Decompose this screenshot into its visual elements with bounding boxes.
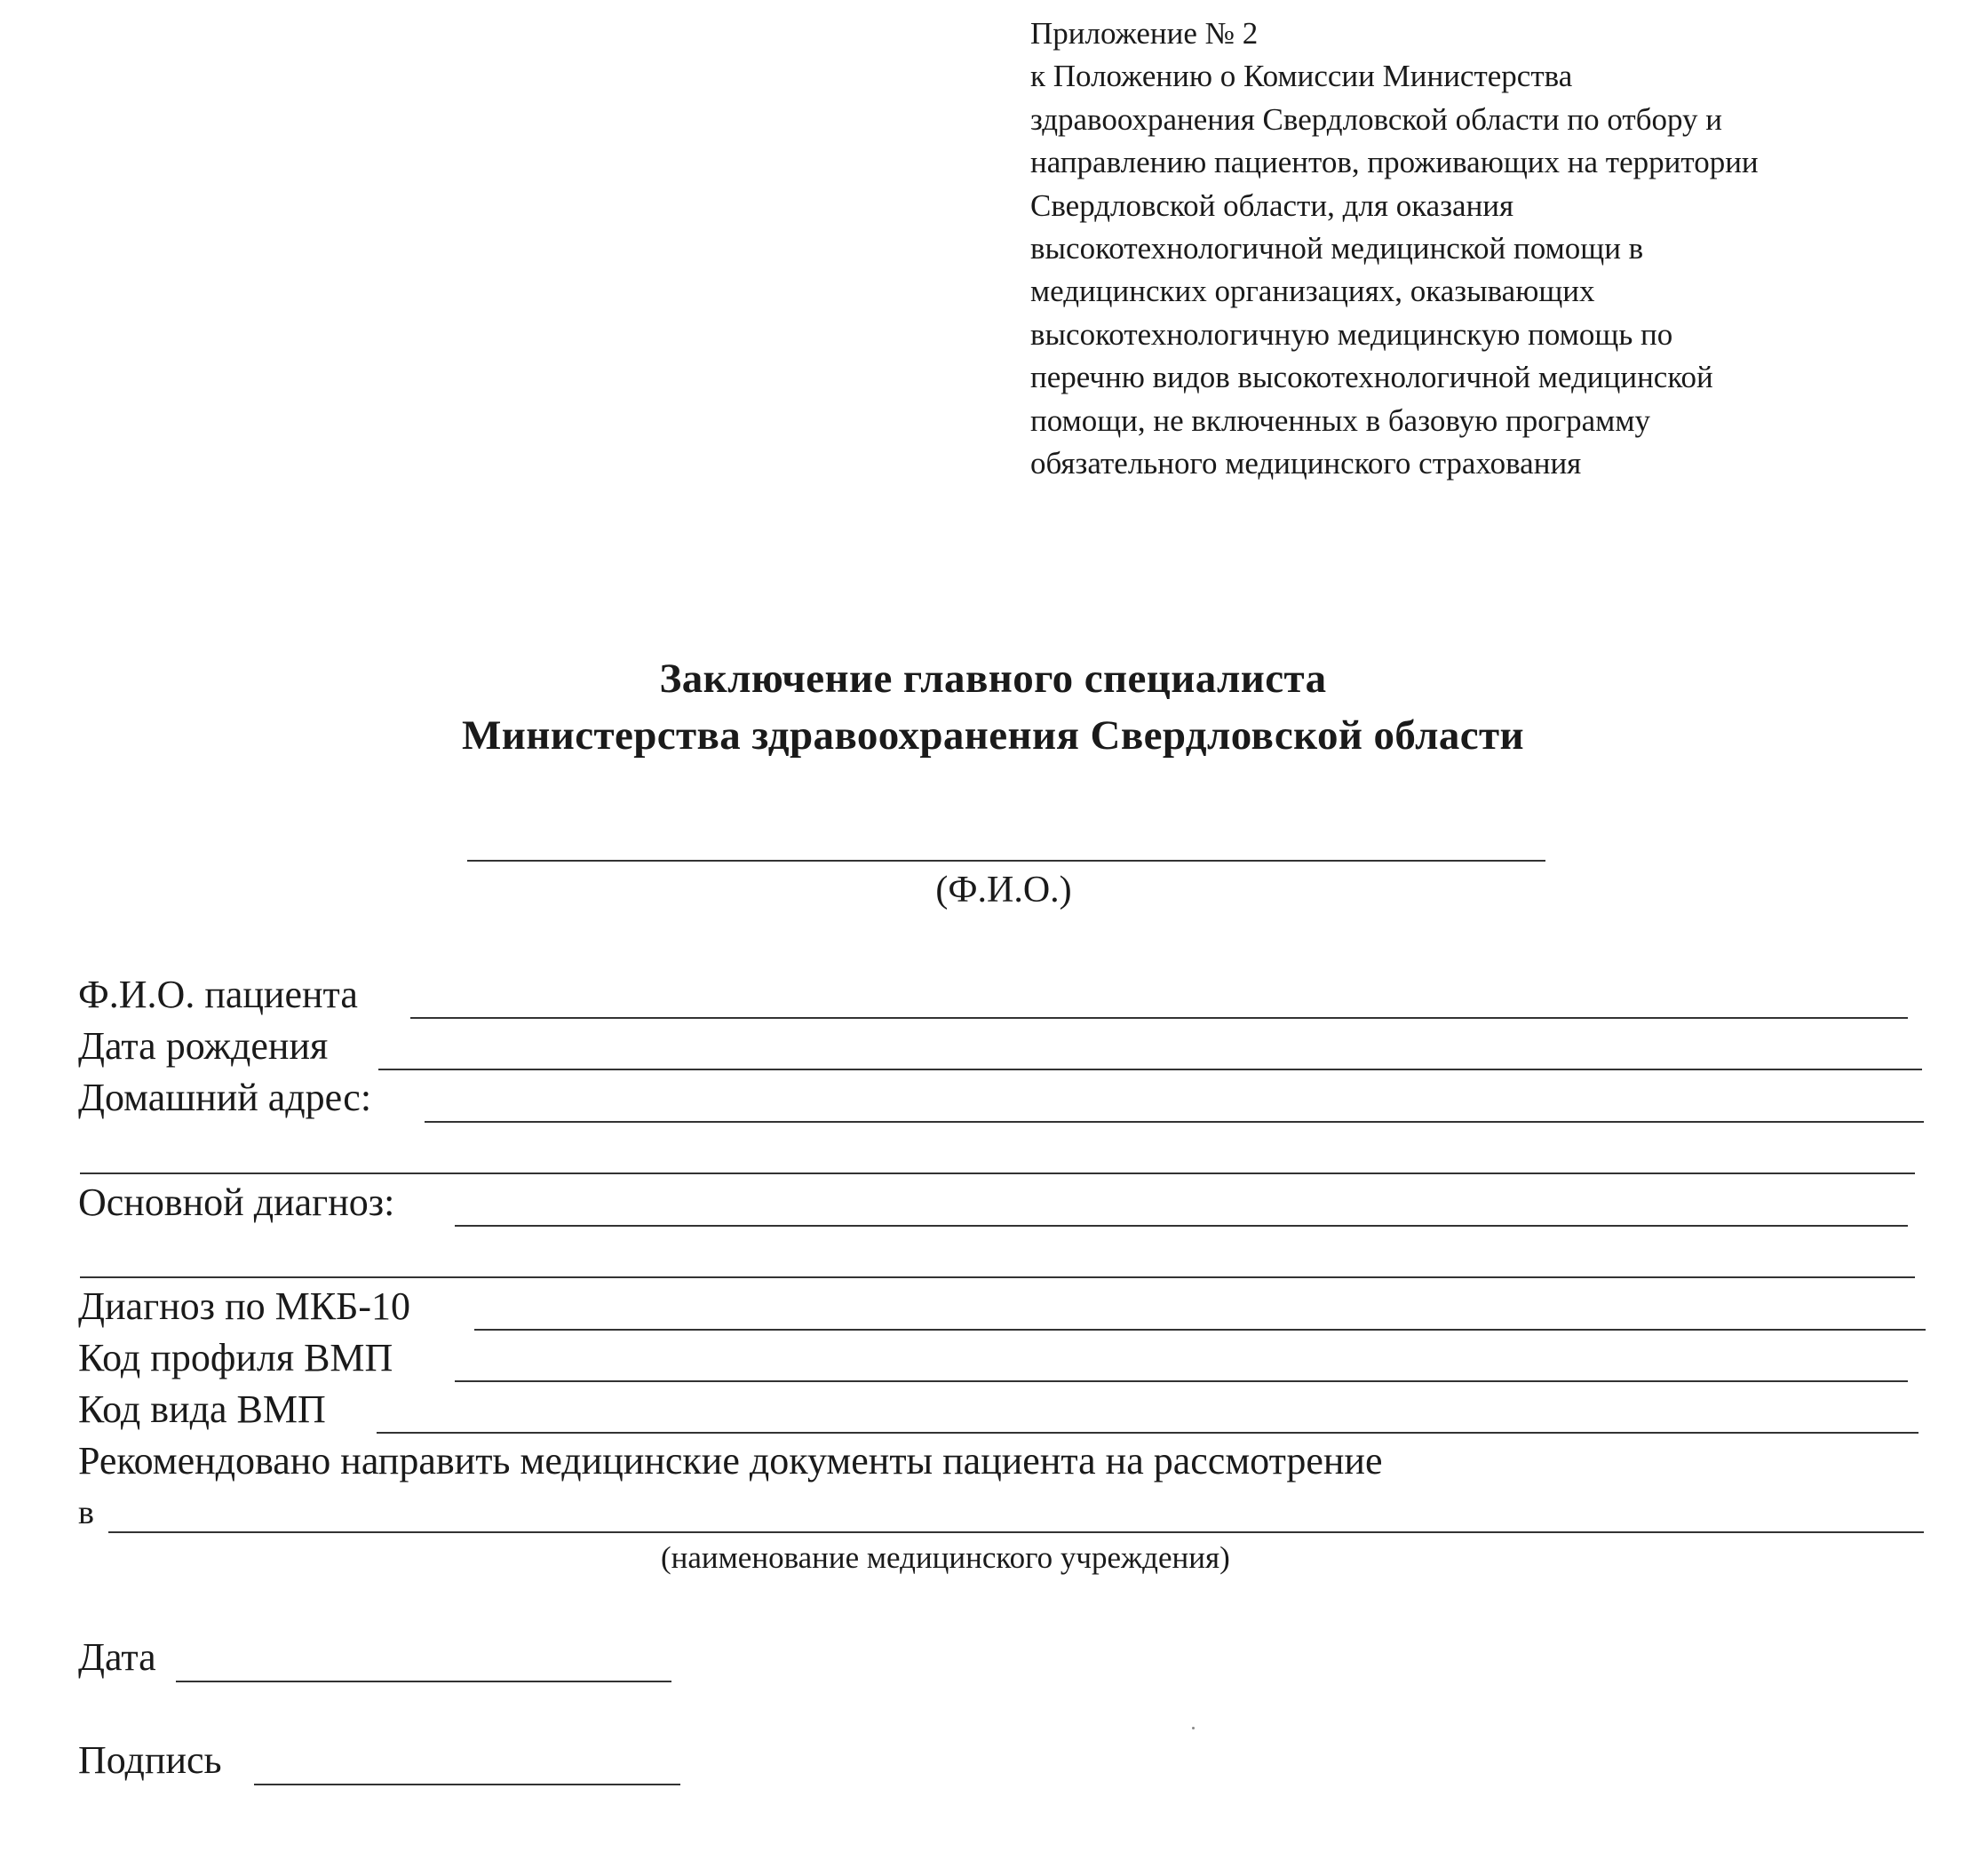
specialist-name-caption: (Ф.И.О.)	[935, 870, 1072, 910]
signature-field[interactable]	[254, 1784, 680, 1785]
main-diagnosis-field[interactable]	[455, 1225, 1908, 1227]
home-address-field-continued[interactable]	[80, 1172, 1915, 1174]
annex-line: здравоохранения Свердловской области по отбору и	[1030, 101, 1723, 137]
vmp-profile-code-field[interactable]	[455, 1380, 1908, 1382]
annex-line: перечню видов высокотехнологичной медицинской	[1030, 360, 1713, 395]
home-address-field[interactable]	[425, 1121, 1924, 1123]
vmp-type-code-field[interactable]	[377, 1432, 1918, 1434]
icd10-field[interactable]	[474, 1329, 1926, 1331]
document-title	[0, 650, 1986, 764]
annex-line: Свердловской области, для оказания	[1030, 187, 1514, 223]
recommendation-in: в	[78, 1494, 94, 1531]
title-line-2: Министерства здравоохранения Свердловской области	[462, 712, 1524, 759]
annex-line: направлению пациентов, проживающих на территории	[1030, 145, 1759, 180]
vmp-profile-code-label: Код профиля ВМП	[78, 1336, 393, 1379]
birth-date-field[interactable]	[378, 1069, 1922, 1070]
annex-line: к Положению о Комиссии Министерства	[1030, 59, 1573, 94]
specialist-name-line[interactable]	[467, 860, 1545, 862]
annex-line: обязательного медицинского страхования	[1030, 446, 1582, 481]
medical-institution-field[interactable]	[108, 1531, 1924, 1533]
institution-caption: (наименование медицинского учреждения)	[661, 1540, 1230, 1575]
icd10-label: Диагноз по МКБ-10	[78, 1284, 410, 1328]
patient-name-label: Ф.И.О. пациента	[78, 973, 358, 1016]
main-diagnosis-field-continued[interactable]	[80, 1276, 1915, 1278]
scan-speck	[1192, 1727, 1195, 1729]
main-diagnosis-label: Основной диагноз:	[78, 1180, 395, 1224]
recommendation-text: Рекомендовано направить медицинские документы пациента на рассмотрение	[78, 1439, 1383, 1483]
date-label: Дата	[78, 1635, 156, 1679]
signature-label: Подпись	[78, 1738, 222, 1782]
annex-line: медицинских организациях, оказывающих	[1030, 274, 1595, 309]
vmp-type-code-label: Код вида ВМП	[78, 1387, 326, 1431]
annex-line: помощи, не включенных в базовую программу	[1030, 402, 1650, 438]
annex-line: Приложение № 2	[1030, 16, 1259, 51]
title-line-1: Заключение главного специалиста	[659, 656, 1327, 702]
annex-header	[1030, 12, 1981, 485]
patient-name-field[interactable]	[410, 1017, 1908, 1019]
annex-line: высокотехнологичную медицинскую помощь по	[1030, 316, 1673, 352]
date-field[interactable]	[176, 1681, 671, 1682]
birth-date-label: Дата рождения	[78, 1024, 329, 1068]
annex-line: высокотехнологичной медицинской помощи в	[1030, 231, 1644, 266]
home-address-label: Домашний адрес:	[78, 1076, 372, 1119]
